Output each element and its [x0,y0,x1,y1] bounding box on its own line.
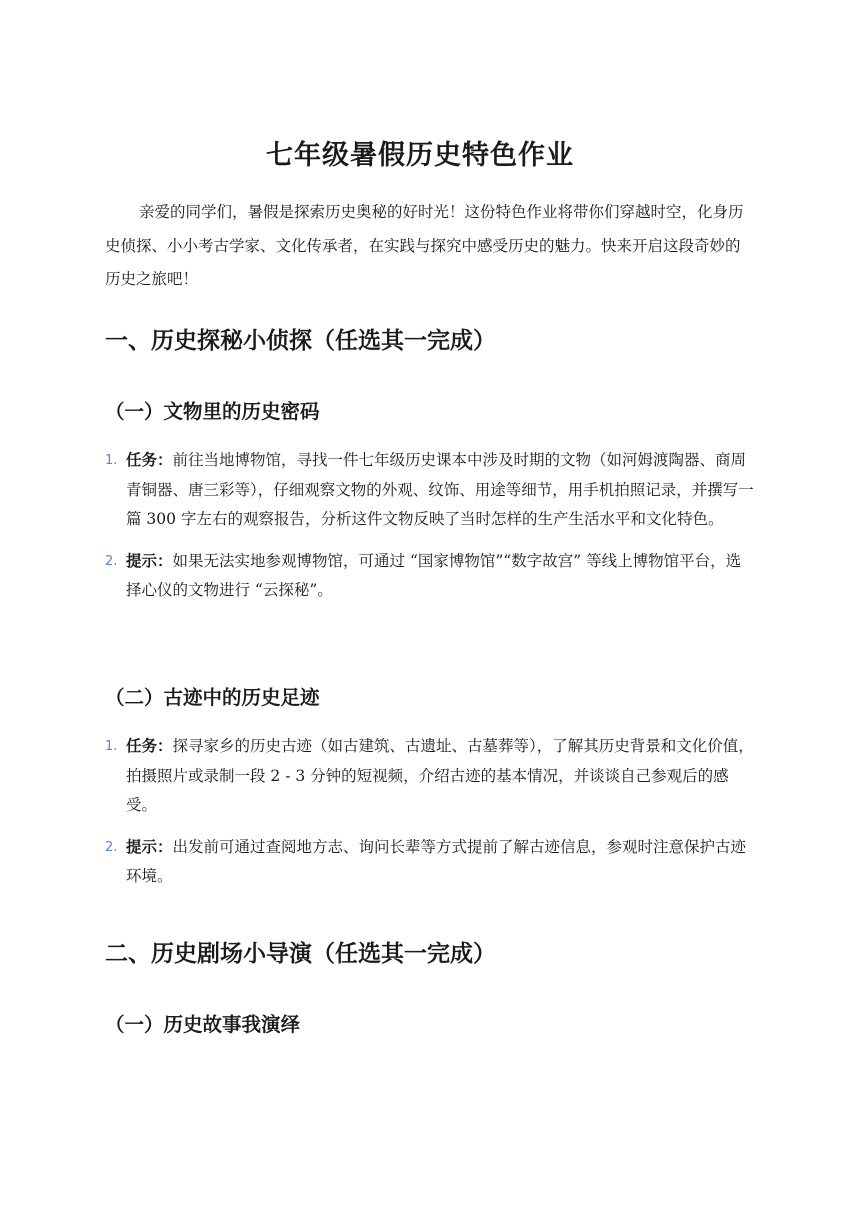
section-heading-1: 一、历史探秘小侦探（任选其一完成） [105,328,496,354]
item-text: 如果无法实地参观博物馆，可通过 “国家博物馆”“数字故宫” 等线上博物馆平台，选择心仪的文物进行 “云探秘”。 [126,551,742,599]
item-lead: 提示： [126,551,173,570]
item-lead: 提示： [126,837,173,856]
list-item [105,547,755,606]
item-text: 前往当地博物馆，寻找一件七年级历史课本中涉及时期的文物（如河姆渡陶器、商周青铜器、唐三彩等），仔细观察文物的外观、纹饰、用途等细节，用手机拍照记录，并撰写一篇 300 字左右的观察报告，分析这件文物反映了当时怎样的生产生活水平和文化特色。 [126,451,754,528]
item-lead: 任务： [126,451,173,469]
item-text: 探寻家乡的历史古迹（如古建筑、古遗址、古墓葬等），了解其历史背景和文化价值，拍摄照片或录制一段 2 - 3 分钟的短视频，介绍古迹的基本情况，并谈谈自己参观后的感受。 [126,737,754,814]
item-lead: 任务： [126,737,173,755]
list-number: 2. [105,553,118,569]
list-number: 2. [105,839,118,855]
subsection-heading-2-1: （一）历史故事我演绎 [105,1013,301,1036]
list-number: 1. [105,739,118,754]
subsection-heading-1-1: （一）文物里的历史密码 [105,400,320,423]
task-list-1-1 [105,446,755,618]
document-title: 七年级暑假历史特色作业 [266,140,574,171]
section-heading-2: 二、历史剧场小导演（任选其一完成） [105,941,496,967]
list-item [105,446,755,535]
list-number: 1. [105,453,118,468]
subsection-heading-1-2: （二）古迹中的历史足迹 [105,686,320,709]
item-text: 出发前可通过查阅地方志、询问长辈等方式提前了解古迹信息，参观时注意保护古迹环境。 [126,837,747,885]
intro-paragraph: 亲爱的同学们，暑假是探索历史奥秘的好时光！这份特色作业将带你们穿越时空，化身历史侦探、小小考古学家、文化传承者，在实践与探究中感受历史的魅力。快来开启这段奇妙的历史之旅吧！ [105,203,744,288]
task-list-1-2 [105,732,755,904]
list-item [105,732,755,821]
list-item [105,833,755,892]
